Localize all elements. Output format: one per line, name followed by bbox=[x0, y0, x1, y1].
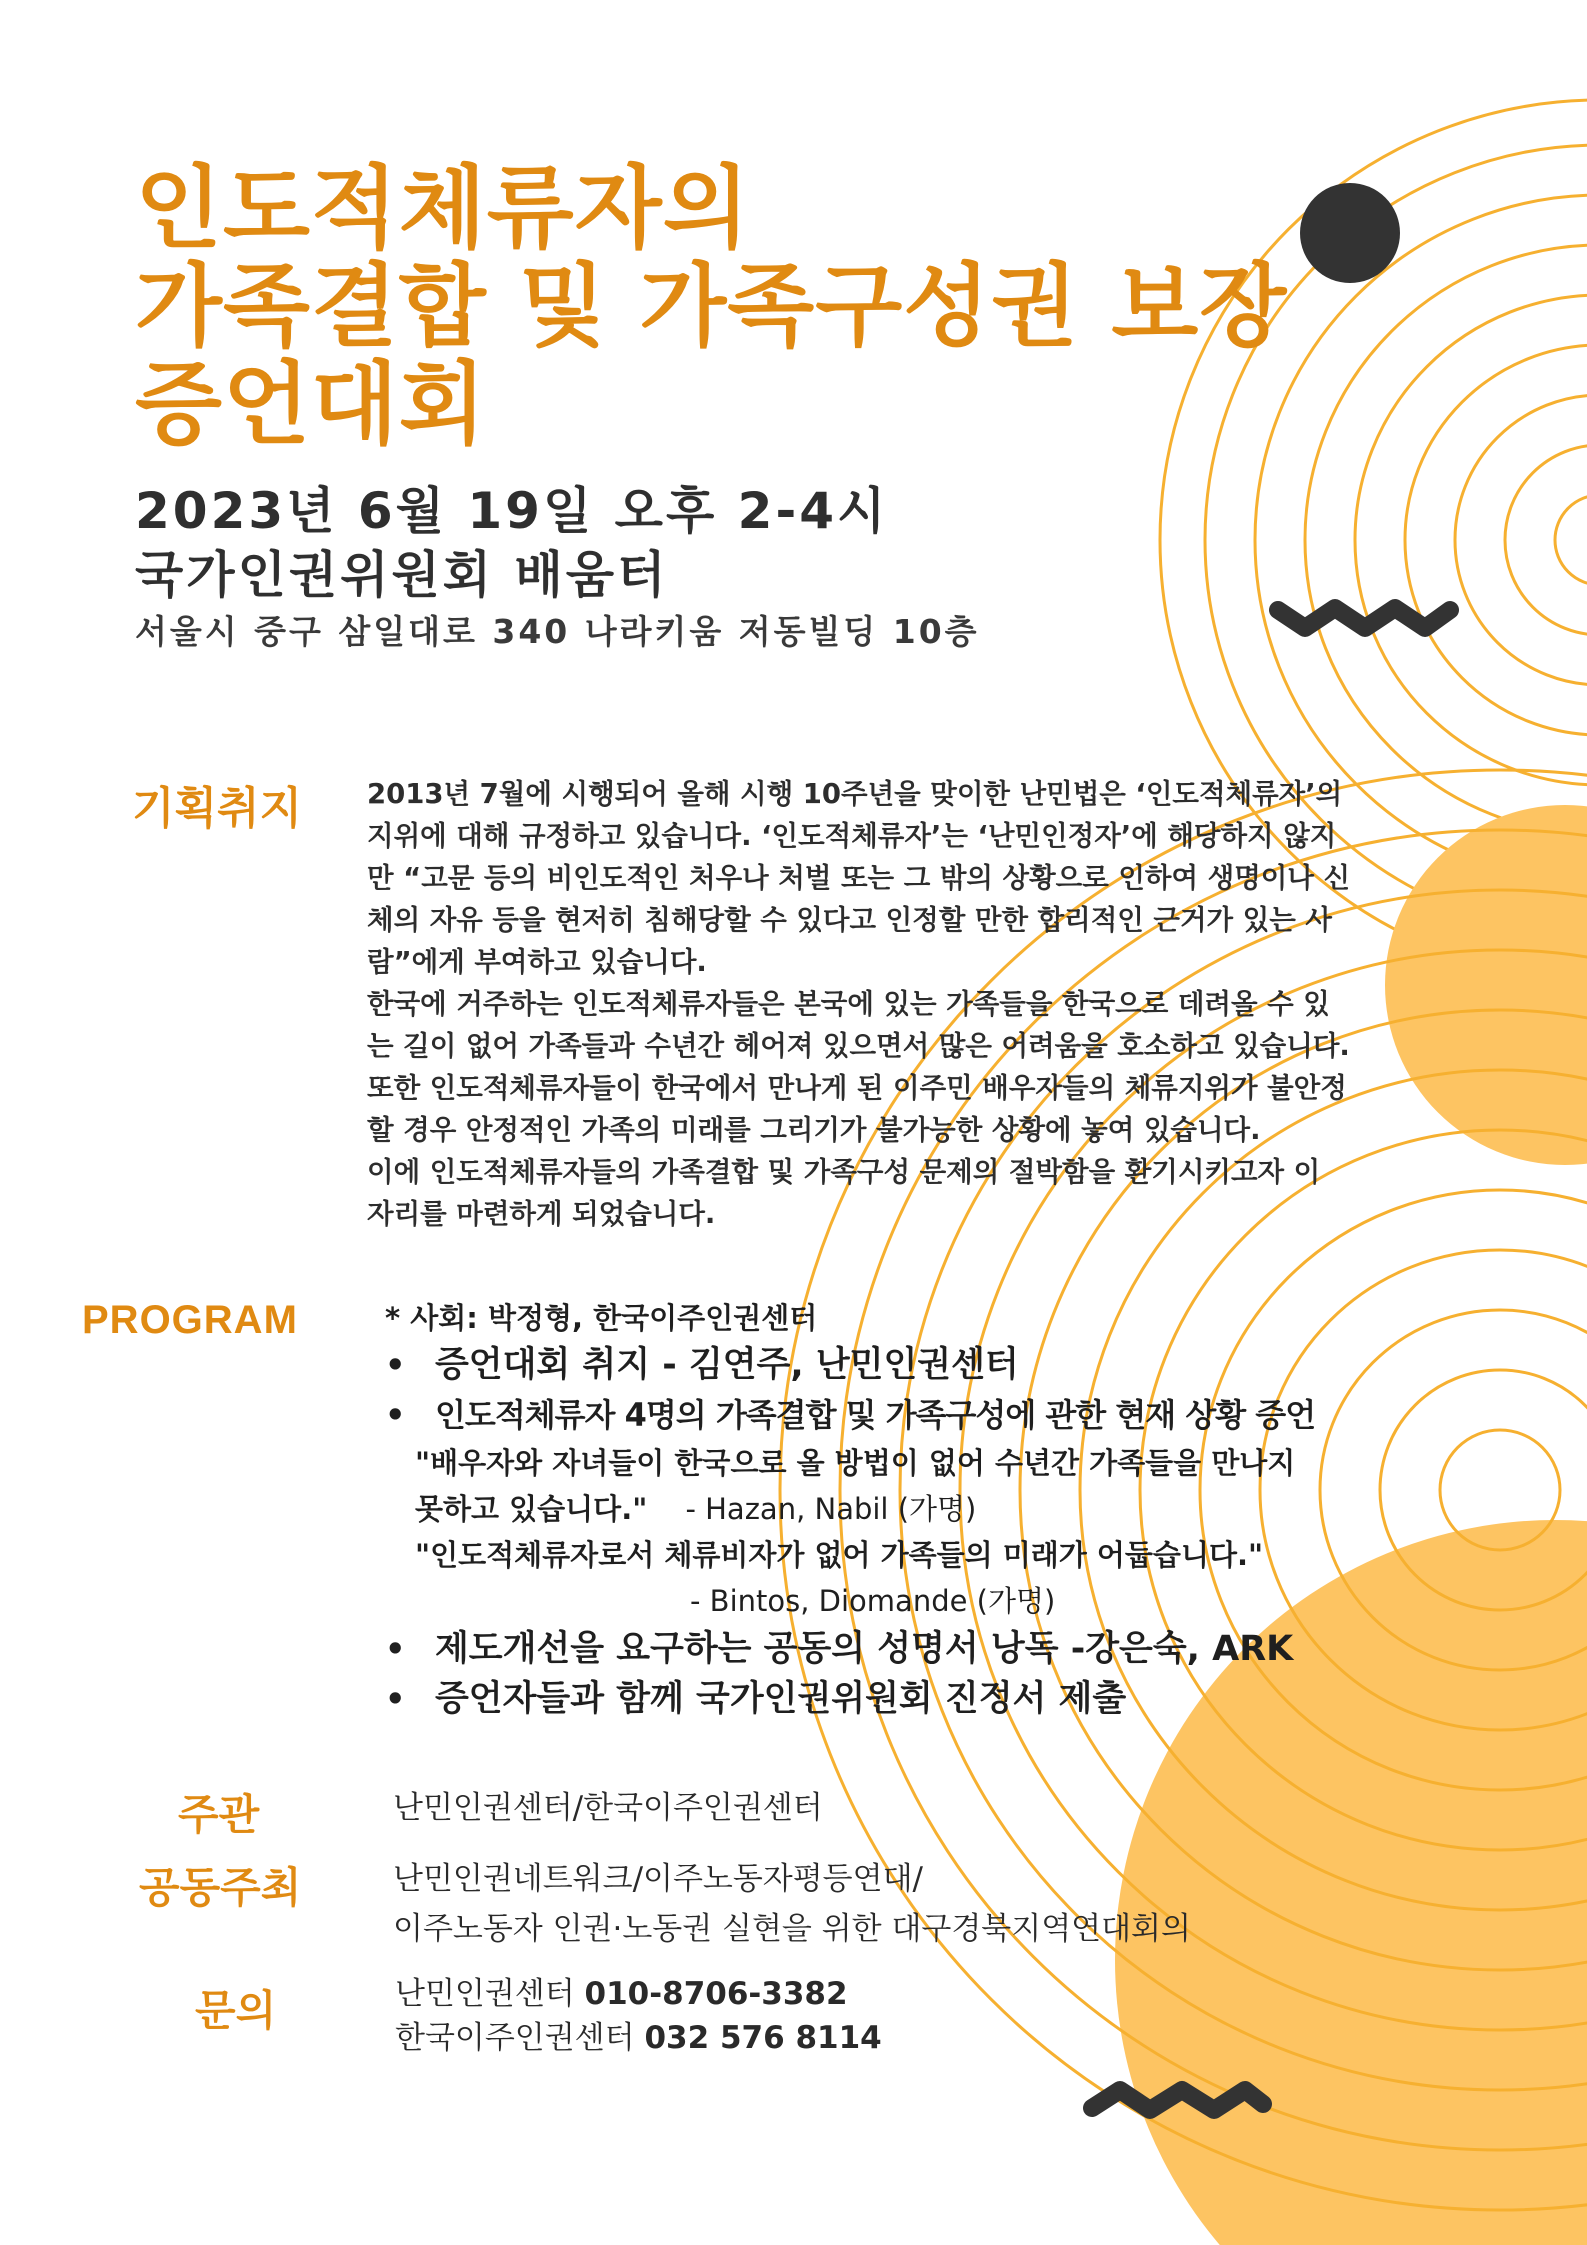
purpose-line: 또한 인도적체류자들이 한국에서 만나게 된 이주민 배우자들의 체류지위가 불안정 bbox=[367, 1072, 1347, 1104]
decorative-ring bbox=[1455, 395, 1587, 685]
cohost-line: 난민인권네트워크/이주노동자평등연대/ bbox=[393, 1861, 923, 1897]
event-venue: 국가인권위원회 배움터 bbox=[135, 546, 669, 604]
decorative-ring bbox=[1305, 245, 1587, 835]
program-item-text: 증언대회 취지 - 김연주, 난민인권센터 bbox=[435, 1345, 1019, 1385]
program-moderator: * 사회: 박정형, 한국이주인권센터 bbox=[385, 1301, 818, 1335]
purpose-line: 지위에 대해 규정하고 있습니다. ‘인도적체류자’는 ‘난민인정자’에 해당하지 않지 bbox=[367, 820, 1337, 852]
purpose-heading: 기획취지 bbox=[132, 783, 303, 834]
event-address: 서울시 중구 삼일대로 340 나라키움 저동빌딩 10층 bbox=[135, 612, 980, 651]
program-item-text: 증언자들과 함께 국가인권위원회 진정서 제출 bbox=[435, 1679, 1127, 1719]
event-datetime: 2023년 6월 19일 오후 2-4시 bbox=[135, 482, 889, 540]
orange-circle-middle bbox=[1385, 805, 1587, 1165]
decorative-ring bbox=[1355, 295, 1587, 785]
testimony-quote: "인도적체류자로서 체류비자가 없어 가족들의 미래가 어둡습니다." bbox=[415, 1538, 1264, 1572]
purpose-line: 체의 자유 등을 현저히 침해당할 수 있다고 인정할 만한 합리적인 근거가 있는 사 bbox=[367, 904, 1332, 936]
event-title bbox=[135, 156, 1288, 457]
purpose-line: 자리를 마련하게 되었습니다. bbox=[367, 1198, 716, 1230]
testimony-quote bbox=[385, 1486, 1385, 1532]
decorative-ring bbox=[1555, 495, 1587, 585]
purpose-line: 할 경우 안정적인 가족의 미래를 그리기가 불가능한 상황에 놓여 있습니다. bbox=[367, 1114, 1261, 1146]
program-item-text: 제도개선을 요구하는 공동의 성명서 낭독 -강은숙, ARK bbox=[435, 1629, 1294, 1669]
program-item-text: 인도적체류자 4명의 가족결합 및 가족구성에 관한 현재 상황 증언 bbox=[435, 1396, 1316, 1434]
contact-phone: 032 576 8114 bbox=[644, 2020, 882, 2056]
purpose-line: 한국에 거주하는 인도적체류자들은 본국에 있는 가족들을 한국으로 데려올 수 있 bbox=[367, 988, 1330, 1020]
program-item bbox=[385, 1674, 1385, 1724]
purpose-line: 만 “고문 등의 비인도적인 처우나 처벌 또는 그 밖의 상황으로 인하여 생명이나 신 bbox=[367, 862, 1351, 894]
cohost-organizations bbox=[393, 1854, 1191, 1954]
decorative-ring bbox=[1405, 345, 1587, 735]
host-heading: 주관 bbox=[178, 1790, 260, 1839]
contact-line bbox=[395, 2016, 882, 2060]
bullet-icon: • bbox=[385, 1396, 405, 1434]
program-item bbox=[385, 1390, 1385, 1440]
contact-organization: 한국이주인권센터 bbox=[395, 2020, 635, 2056]
bullet-icon: • bbox=[385, 1630, 406, 1668]
purpose-line: 2013년 7월에 시행되어 올해 시행 10주년을 맞이한 난민법은 ‘인도적체류자’의 bbox=[367, 778, 1343, 810]
testimony-quote: "배우자와 자녀들이 한국으로 올 방법이 없어 수년간 가족들을 만나지 bbox=[415, 1446, 1296, 1480]
purpose-body bbox=[367, 773, 1362, 1235]
decorative-ring bbox=[1505, 445, 1587, 635]
contact-heading: 문의 bbox=[195, 1986, 277, 2035]
purpose-line: 는 길이 없어 가족들과 수년간 헤어져 있으면서 많은 어려움을 호소하고 있습니다. bbox=[367, 1030, 1350, 1062]
bullet-icon: • bbox=[385, 1680, 406, 1718]
contact-line bbox=[395, 1972, 882, 2016]
title-line: 가족결합 및 가족구성권 보장 bbox=[135, 254, 1288, 359]
testimony-speaker: - Bintos, Diomande (가명) bbox=[690, 1584, 1056, 1618]
host-organization: 난민인권센터/한국이주인권센터 bbox=[393, 1790, 823, 1826]
contact-info bbox=[395, 1972, 882, 2060]
bullet-icon: • bbox=[385, 1346, 406, 1384]
dark-dot-icon bbox=[1300, 183, 1400, 283]
purpose-line: 람”에게 부여하고 있습니다. bbox=[367, 946, 707, 978]
program-list bbox=[385, 1296, 1385, 1724]
contact-phone: 010-8706-3382 bbox=[584, 1976, 848, 2012]
title-line: 증언대회 bbox=[135, 352, 487, 457]
testimony-speaker: - Hazan, Nabil (가명) bbox=[685, 1492, 977, 1526]
purpose-line: 이에 인도적체류자들의 가족결합 및 가족구성 문제의 절박함을 환기시키고자 이 bbox=[367, 1156, 1321, 1188]
program-item bbox=[385, 1340, 1385, 1390]
title-line: 인도적체류자의 bbox=[135, 156, 751, 261]
testimony-quote-text: 못하고 있습니다." bbox=[415, 1492, 648, 1526]
contact-organization: 난민인권센터 bbox=[395, 1976, 575, 2012]
cohost-heading: 공동주최 bbox=[139, 1863, 302, 1912]
program-heading: PROGRAM bbox=[82, 1298, 298, 1342]
cohost-line: 이주노동자 인권·노동권 실현을 위한 대구경북지역연대회의 bbox=[393, 1911, 1191, 1947]
program-item bbox=[385, 1624, 1385, 1674]
